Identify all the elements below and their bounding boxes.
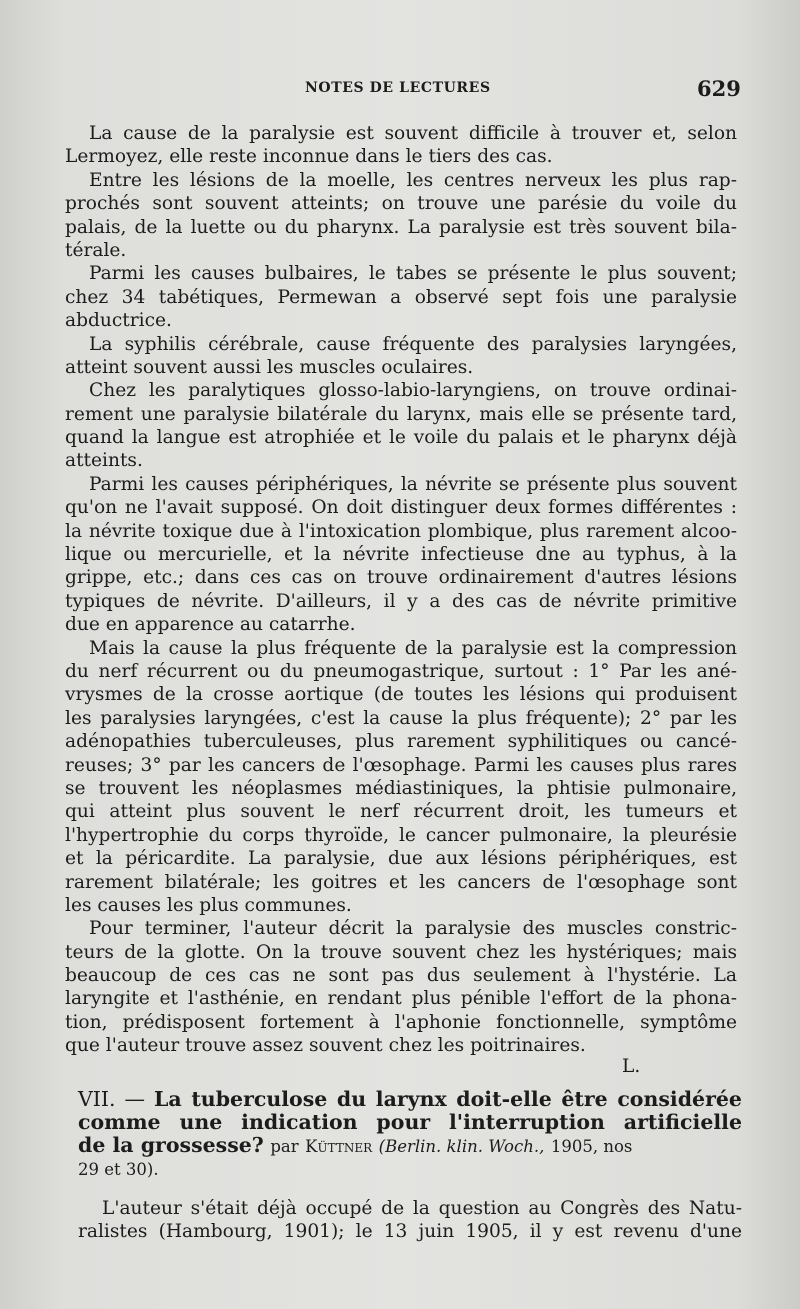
- text-line: La syphilis cérébrale, cause fréquente des paralysies laryngées,: [89, 333, 737, 355]
- heading-line-1: [78, 1088, 742, 1111]
- text-line: adénopathies tuberculeuses, plus rarement syphilitiques ou cancé-: [65, 731, 737, 753]
- paragraph: [65, 169, 737, 263]
- text-line: les paralysies laryngées, c'est la cause la plus fréquente); 2° par les: [65, 707, 737, 729]
- section-title-line-2: comme une indication pour l'interruption artificielle: [78, 1110, 742, 1134]
- text-line: qu'on ne l'avait supposé. On doit distinguer deux formes différentes :: [65, 497, 737, 519]
- text-line: reuses; 3° par les cancers de l'œsophage. Parmi les causes plus rares: [65, 754, 737, 776]
- text-line: du nerf récurrent ou du pneumogastrique, surtout : 1° Par les ané-: [65, 660, 737, 682]
- reference-details: 1905, nos: [550, 1137, 633, 1156]
- section-vii: [78, 1088, 742, 1244]
- section-title-line-3: de la grossesse?: [78, 1133, 264, 1157]
- paragraph: [65, 637, 737, 918]
- section-heading: [78, 1088, 742, 1181]
- text-line: Entre les lésions de la moelle, les centres nerveux les plus rap-: [89, 169, 737, 191]
- reference-by: par: [270, 1137, 299, 1156]
- paragraph: [65, 917, 737, 1057]
- text-line: atteints.: [65, 450, 143, 472]
- text-line: rement une paralysie bilatérale du larynx, mais elle se présente tard,: [65, 403, 737, 425]
- text-line: et la péricardite. La paralysie, due aux lésions périphériques, est: [65, 848, 737, 870]
- text-line: la névrite toxique due à l'intoxication plombique, plus rarement alcoo-: [65, 520, 737, 542]
- text-line: prochés sont souvent atteints; on trouve une parésie du voile du: [65, 193, 737, 215]
- text-line: vrysmes de la crosse aortique (de toutes les lésions qui produisent: [65, 684, 737, 706]
- section-text-line: L'auteur s'était déjà occupé de la question au Congrès des Natu-: [102, 1198, 742, 1219]
- paragraph: [65, 379, 737, 473]
- text-line: tion, prédisposent fortement à l'aphonie fonctionnelle, symptôme: [65, 1011, 737, 1033]
- text-line: térale.: [65, 239, 127, 261]
- section-numeral: VII. —: [78, 1087, 146, 1111]
- text-line: Chez les paralytiques glosso-labio-laryngiens, on trouve ordinai-: [89, 380, 737, 402]
- paragraph: [65, 333, 737, 380]
- text-line: abductrice.: [65, 310, 172, 332]
- heading-line-3: [78, 1134, 742, 1158]
- text-line: beaucoup de ces cas ne sont pas dus seulement à l'hystérie. La: [65, 965, 737, 987]
- text-line: palais, de la luette ou du pharynx. La paralysie est très souvent bila-: [65, 216, 737, 238]
- text-line: se trouvent les néoplasmes médiastiniques, la phtisie pulmonaire,: [65, 777, 737, 799]
- page-header: [0, 76, 800, 104]
- author-signature: L.: [622, 1056, 641, 1077]
- reference-journal: (Berlin. klin. Woch.,: [378, 1137, 545, 1156]
- text-line: Pour terminer, l'auteur décrit la paralysie des muscles constric-: [89, 918, 737, 940]
- text-line: que l'auteur trouve assez souvent chez les poitrinaires.: [65, 1035, 586, 1057]
- reference-author: Küttner: [305, 1137, 373, 1156]
- text-line: grippe, etc.; dans ces cas on trouve ordinairement d'autres lésions: [65, 567, 737, 589]
- text-line: les causes les plus communes.: [65, 894, 352, 916]
- text-line: teurs de la glotte. On la trouve souvent chez les hystériques; mais: [65, 941, 737, 963]
- paragraph: [65, 122, 737, 169]
- text-line: La cause de la paralysie est souvent difficile à trouver et, selon: [89, 123, 737, 144]
- section-title-line-1: La tuberculose du larynx doit-elle être considérée: [154, 1087, 742, 1111]
- text-line: lique ou mercurielle, et la névrite infectieuse dne au typhus, à la: [65, 544, 737, 566]
- running-title: NOTES DE LECTURES: [305, 80, 491, 96]
- text-line: qui atteint plus souvent le nerf récurrent droit, les tumeurs et: [65, 801, 737, 823]
- paragraph: [65, 262, 737, 332]
- text-line: atteint souvent aussi les muscles oculaires.: [65, 356, 474, 378]
- text-line: Parmi les causes périphériques, la névrite se présente plus souvent: [89, 473, 737, 495]
- section-text-line: ralistes (Hambourg, 1901); le 13 juin 1905, il y est revenu d'une: [78, 1221, 742, 1243]
- text-line: l'hypertrophie du corps thyroïde, le cancer pulmonaire, la pleurésie: [65, 824, 737, 846]
- text-line: due en apparence au catarrhe.: [65, 614, 356, 636]
- text-line: Parmi les causes bulbaires, le tabes se présente le plus souvent;: [89, 263, 737, 285]
- reference-issue: 29 et 30).: [78, 1160, 159, 1179]
- paragraph: [65, 473, 737, 637]
- text-line: chez 34 tabétiques, Permewan a observé sept fois une paralysie: [65, 286, 737, 308]
- text-line: rarement bilatérale; les goitres et les cancers de l'œsophage sont: [65, 871, 737, 893]
- text-line: laryngite et l'asthénie, en rendant plus pénible l'effort de la phona-: [65, 988, 737, 1010]
- article-body: [65, 122, 737, 1058]
- page-number: 629: [697, 76, 741, 101]
- text-line: typiques de névrite. D'ailleurs, il y a des cas de névrite primitive: [65, 590, 737, 612]
- text-line: quand la langue est atrophiée et le voile du palais et le pharynx déjà: [65, 427, 737, 449]
- text-line: Lermoyez, elle reste inconnue dans le tiers des cas.: [65, 146, 553, 168]
- text-line: Mais la cause la plus fréquente de la paralysie est la compression: [89, 637, 737, 659]
- section-body: [78, 1197, 742, 1244]
